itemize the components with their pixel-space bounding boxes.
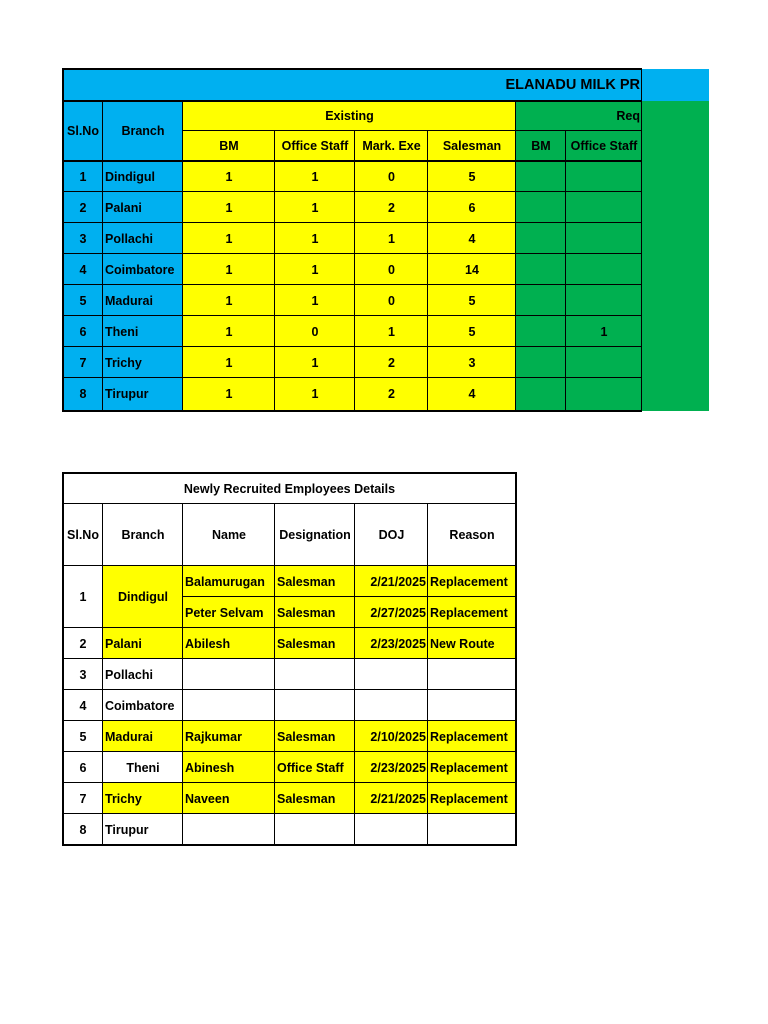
header-subline bbox=[183, 130, 642, 131]
recruit-cell-branch: Palani bbox=[103, 628, 183, 659]
row-divider bbox=[62, 315, 642, 316]
recruit-cell-name: Naveen bbox=[183, 783, 275, 814]
staff-cell-branch: Trichy bbox=[105, 355, 142, 370]
staff-cell-req-bm bbox=[516, 285, 566, 316]
staff-cell-req-office-staff bbox=[566, 378, 642, 409]
staff-cell-salesman: 6 bbox=[468, 200, 476, 215]
required-group-header: Req bbox=[616, 108, 640, 123]
staff-cell-req-bm bbox=[516, 161, 566, 192]
req-office-staff-header: Office Staff bbox=[570, 138, 638, 153]
recruit-reason-header: Reason bbox=[449, 528, 495, 542]
recruit-cell-doj: 2/21/2025 bbox=[355, 783, 428, 814]
column-divider bbox=[354, 504, 355, 845]
column-divider bbox=[641, 68, 642, 411]
staff-cell-slno: 4 bbox=[79, 262, 87, 277]
recruit-slno-header: Sl.No bbox=[67, 528, 99, 542]
staff-cell-slno: 5 bbox=[79, 293, 87, 308]
staff-cell-branch: Coimbatore bbox=[105, 262, 175, 277]
row-divider bbox=[62, 346, 642, 347]
column-divider bbox=[182, 504, 183, 845]
recruit-cell-designation bbox=[275, 659, 355, 690]
recruit-cell-branch: Trichy bbox=[103, 783, 183, 814]
staff-cell-branch: Palani bbox=[105, 200, 142, 215]
recruit-cell-slno: 3 bbox=[79, 667, 87, 682]
recruit-cell-slno: 4 bbox=[79, 698, 87, 713]
existing-group-header: Existing bbox=[325, 108, 374, 123]
column-divider bbox=[427, 504, 428, 845]
staff-cell-salesman: 14 bbox=[465, 262, 479, 277]
recruit-cell-slno: 8 bbox=[79, 822, 87, 837]
mark-exe-header: Mark. Exe bbox=[362, 138, 421, 153]
staff-cell-slno: 2 bbox=[79, 200, 87, 215]
recruit-cell-reason bbox=[428, 659, 516, 690]
recruit-cell-reason: Replacement bbox=[428, 783, 516, 814]
staff-cell-req-bm bbox=[516, 347, 566, 378]
recruit-cell-branch: Tirupur bbox=[105, 822, 149, 837]
row-divider bbox=[62, 191, 642, 192]
staff-cell-mark-exe: 1 bbox=[388, 324, 395, 339]
recruit-cell-slno: 5 bbox=[79, 729, 87, 744]
staff-cell-branch: Tirupur bbox=[105, 386, 149, 401]
slno-header: Sl.No bbox=[67, 124, 99, 138]
staff-cell-salesman: 3 bbox=[468, 355, 476, 370]
recruit-cell-slno: 1 bbox=[79, 590, 87, 604]
column-divider bbox=[274, 504, 275, 845]
border-left bbox=[62, 472, 64, 846]
column-divider bbox=[182, 101, 183, 411]
staff-cell-salesman: 4 bbox=[468, 231, 476, 246]
recruit-table-title: Newly Recruited Employees Details bbox=[183, 481, 396, 496]
staff-cell-salesman: 5 bbox=[468, 324, 476, 339]
staff-cell-mark-exe: 0 bbox=[388, 262, 395, 277]
staff-cell-salesman: 5 bbox=[468, 293, 476, 308]
recruit-cell-branch: Madurai bbox=[103, 721, 183, 752]
border-top bbox=[62, 472, 517, 474]
req-bm-header: BM bbox=[531, 138, 551, 153]
row-divider bbox=[62, 689, 517, 690]
header-divider bbox=[62, 565, 517, 566]
recruit-cell-branch: Theni bbox=[126, 760, 160, 775]
recruit-cell-branch: Coimbatore bbox=[105, 698, 175, 713]
staff-cell-salesman: 5 bbox=[468, 169, 476, 184]
column-divider bbox=[565, 130, 566, 411]
title-divider bbox=[62, 503, 517, 504]
staff-cell-office-staff: 1 bbox=[311, 355, 319, 370]
staff-cell-office-staff: 1 bbox=[311, 169, 319, 184]
row-divider bbox=[62, 627, 517, 628]
staff-cell-branch: Pollachi bbox=[105, 231, 153, 246]
recruit-cell-reason: New Route bbox=[428, 628, 516, 659]
border-left bbox=[62, 68, 64, 412]
staff-cell-mark-exe: 2 bbox=[388, 386, 395, 401]
row-divider bbox=[62, 813, 517, 814]
staff-cell-office-staff: 0 bbox=[311, 324, 319, 339]
border-top bbox=[62, 68, 642, 70]
recruit-cell-doj: 2/23/2025 bbox=[355, 628, 428, 659]
column-divider bbox=[427, 130, 428, 411]
staff-cell-slno: 3 bbox=[79, 231, 87, 246]
header-bottom-line bbox=[62, 160, 642, 162]
staff-cell-mark-exe: 0 bbox=[388, 293, 395, 308]
recruit-cell-doj bbox=[355, 690, 428, 721]
staff-cell-branch: Madurai bbox=[105, 293, 153, 308]
recruit-cell-designation: Salesman bbox=[275, 721, 355, 752]
staff-cell-req-office-staff bbox=[566, 192, 642, 223]
staff-cell-bm: 1 bbox=[225, 355, 233, 370]
border-bottom bbox=[62, 410, 642, 412]
staff-cell-office-staff: 1 bbox=[311, 231, 319, 246]
staff-cell-req-office-staff bbox=[566, 254, 642, 285]
staff-cell-mark-exe: 1 bbox=[388, 231, 395, 246]
recruit-cell-reason: Replacement bbox=[428, 597, 516, 628]
recruit-cell-reason: Replacement bbox=[428, 752, 516, 783]
recruit-cell-slno: 6 bbox=[79, 760, 87, 775]
staff-cell-req-bm bbox=[516, 378, 566, 409]
row-divider bbox=[183, 596, 516, 597]
staff-cell-bm: 1 bbox=[225, 386, 233, 401]
staff-cell-mark-exe: 2 bbox=[388, 200, 395, 215]
office-staff-header: Office Staff bbox=[281, 138, 349, 153]
column-divider bbox=[515, 101, 516, 411]
row-divider bbox=[62, 751, 517, 752]
recruit-cell-branch: Dindigul bbox=[103, 566, 183, 628]
recruit-cell-name: Abilesh bbox=[183, 628, 275, 659]
staff-cell-req-office-staff bbox=[566, 285, 642, 316]
staff-cell-slno: 8 bbox=[79, 386, 87, 401]
recruit-cell-doj bbox=[355, 814, 428, 845]
staff-cell-mark-exe: 0 bbox=[388, 169, 395, 184]
border-bottom bbox=[62, 844, 517, 846]
staff-cell-office-staff: 1 bbox=[311, 262, 319, 277]
recruit-designation-header: Designation bbox=[279, 528, 351, 542]
staff-cell-bm: 1 bbox=[225, 262, 233, 277]
recruit-cell-doj: 2/21/2025 bbox=[355, 566, 428, 597]
staff-cell-branch: Dindigul bbox=[105, 169, 155, 184]
recruit-cell-designation: Salesman bbox=[275, 566, 355, 597]
staff-cell-req-office-staff bbox=[566, 161, 642, 192]
recruit-cell-designation bbox=[275, 690, 355, 721]
column-divider bbox=[102, 101, 103, 411]
recruit-cell-reason: Replacement bbox=[428, 566, 516, 597]
staff-cell-req-bm bbox=[516, 192, 566, 223]
staff-cell-slno: 6 bbox=[79, 324, 87, 339]
row-divider bbox=[62, 658, 517, 659]
recruit-cell-designation: Salesman bbox=[275, 783, 355, 814]
branch-header: Branch bbox=[121, 124, 165, 138]
staff-cell-office-staff: 1 bbox=[311, 386, 319, 401]
staff-cell-bm: 1 bbox=[225, 324, 233, 339]
recruit-cell-reason bbox=[428, 814, 516, 845]
bm-header: BM bbox=[219, 138, 239, 153]
recruit-cell-designation: Salesman bbox=[275, 597, 355, 628]
recruit-cell-name: Peter Selvam bbox=[183, 597, 275, 628]
staff-cell-bm: 1 bbox=[225, 231, 233, 246]
recruit-cell-branch: Pollachi bbox=[105, 667, 153, 682]
row-divider bbox=[62, 377, 642, 378]
recruit-doj-header: DOJ bbox=[378, 528, 405, 542]
sheet-title: ELANADU MILK PR bbox=[505, 77, 640, 93]
staff-cell-req-office-staff bbox=[566, 347, 642, 378]
staff-cell-slno: 7 bbox=[79, 355, 87, 370]
column-divider bbox=[102, 504, 103, 845]
recruit-name-header: Name bbox=[211, 528, 247, 542]
recruit-cell-doj: 2/27/2025 bbox=[355, 597, 428, 628]
recruit-cell-name: Rajkumar bbox=[183, 721, 275, 752]
recruit-cell-reason: Replacement bbox=[428, 721, 516, 752]
recruit-cell-name: Abinesh bbox=[183, 752, 275, 783]
column-divider bbox=[354, 130, 355, 411]
recruit-cell-name bbox=[183, 690, 275, 721]
recruit-cell-designation: Salesman bbox=[275, 628, 355, 659]
salesman-header: Salesman bbox=[442, 138, 502, 153]
recruit-cell-slno: 2 bbox=[79, 636, 87, 651]
row-divider bbox=[62, 222, 642, 223]
staff-cell-office-staff: 1 bbox=[311, 293, 319, 308]
recruit-branch-header: Branch bbox=[121, 528, 165, 542]
row-divider bbox=[62, 284, 642, 285]
row-divider bbox=[62, 720, 517, 721]
staff-cell-salesman: 4 bbox=[468, 386, 476, 401]
column-divider bbox=[274, 130, 275, 411]
recruit-cell-doj: 2/10/2025 bbox=[355, 721, 428, 752]
border-right bbox=[515, 472, 517, 846]
recruit-cell-designation bbox=[275, 814, 355, 845]
recruit-cell-doj: 2/23/2025 bbox=[355, 752, 428, 783]
staff-cell-req-bm bbox=[516, 223, 566, 254]
staff-cell-bm: 1 bbox=[225, 169, 233, 184]
staff-cell-mark-exe: 2 bbox=[388, 355, 395, 370]
staff-cell-branch: Theni bbox=[105, 324, 139, 339]
staff-cell-req-office-staff: 1 bbox=[600, 324, 608, 339]
title-bottom-line bbox=[62, 100, 642, 102]
staff-cell-req-bm bbox=[516, 316, 566, 347]
row-divider bbox=[62, 782, 517, 783]
recruit-cell-slno: 7 bbox=[79, 791, 87, 806]
staff-cell-req-office-staff bbox=[566, 223, 642, 254]
staff-cell-office-staff: 1 bbox=[311, 200, 319, 215]
recruit-cell-name bbox=[183, 659, 275, 690]
recruit-cell-reason bbox=[428, 690, 516, 721]
staff-cell-slno: 1 bbox=[79, 169, 87, 184]
staff-cell-bm: 1 bbox=[225, 293, 233, 308]
recruit-cell-doj bbox=[355, 659, 428, 690]
staff-cell-req-bm bbox=[516, 254, 566, 285]
recruit-cell-name bbox=[183, 814, 275, 845]
recruit-cell-designation: Office Staff bbox=[275, 752, 355, 783]
recruit-cell-name: Balamurugan bbox=[183, 566, 275, 597]
staff-cell-bm: 1 bbox=[225, 200, 233, 215]
row-divider bbox=[62, 253, 642, 254]
